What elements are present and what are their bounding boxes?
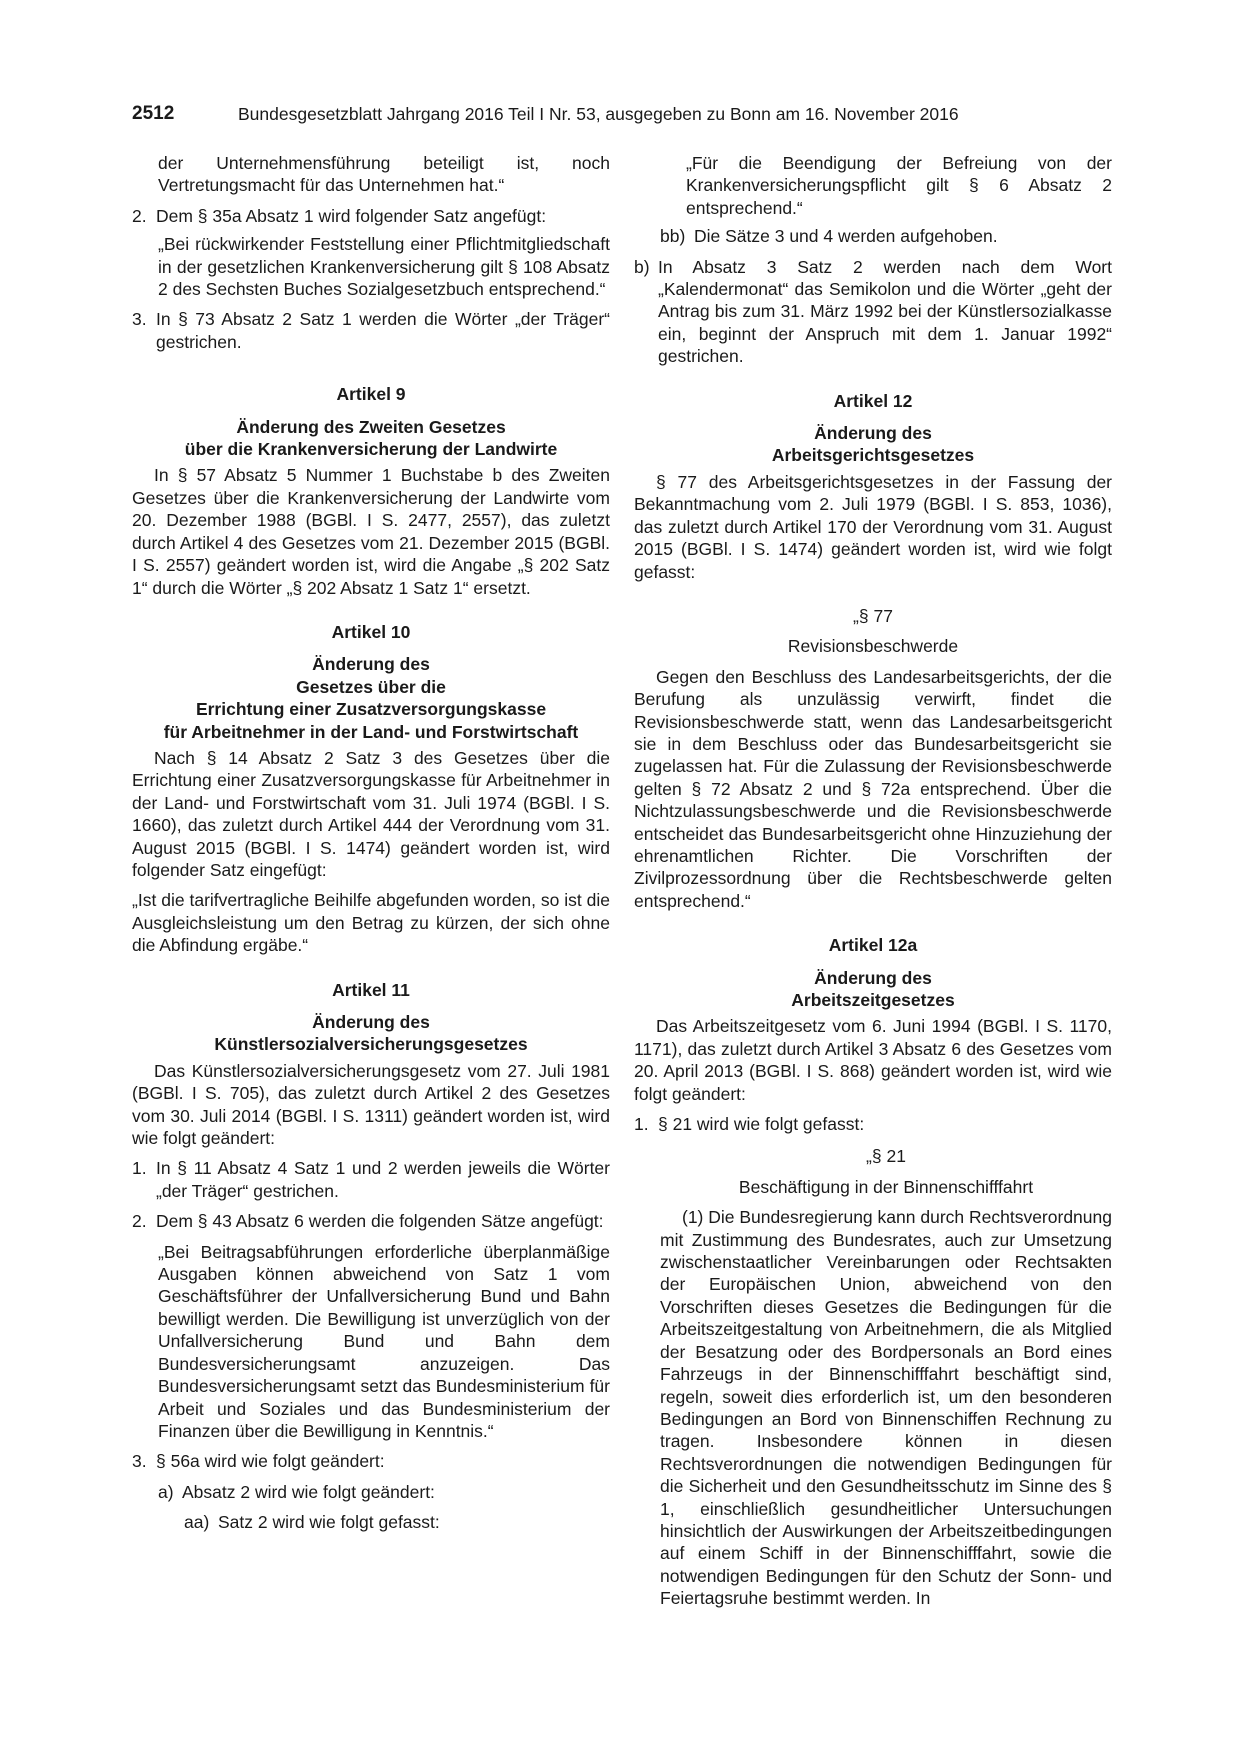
list-marker: 3.: [132, 309, 147, 330]
paragraph-body: (1) Die Bundesregierung kann durch Rechtsverordnung mit Zustimmung des Bundesrates, auch zur Umsetzung zwischenstaatlicher Vereinbarungen oder Rechtsakten der Europäischen Union, abweichend von den Vorschriften dieses Gesetzes die Bedingungen für die Arbeitszeitgestaltung von Arbeitnehmern, die als Mitglied der Besatzung oder des Bordpersonals an Bord eines Fahrzeugs in der Binnenschifffahrt beschäftigt sind, regeln, soweit dies erforderlich ist, um den besonderen Bedingungen an Bord von Binnenschiffen Rechnung zu tragen. Insbesondere können in diesen Rechtsverordnungen die notwendigen Bedingungen für die Sicherheit und den Gesundheitsschutz im Sinne des § 1, einschließlich gesundheitlicher Untersuchungen hinsichtlich der Auswirkungen der Arbeitszeitbedingungen auf einem Schiff in der Binnenschifffahrt, sowie die notwendigen Bedingungen für den Schutz der Sonn- und Feiertagsruhe bestimmt werden. In: [660, 1207, 1112, 1609]
list-item: [132, 1157, 610, 1202]
quoted-text: „Bei rückwirkender Feststellung einer Pflichtmitgliedschaft in der gesetzlichen Krankenversicherung gilt § 108 Absatz 2 des Sechsten Buches Sozialgesetzbuch entsprechend.“: [158, 234, 610, 300]
article-heading: Artikel 12: [833, 390, 913, 411]
paragraph-title: Revisionsbeschwerde: [787, 636, 959, 657]
list-marker: b): [634, 256, 650, 277]
article-heading: Artikel 12a: [828, 935, 918, 956]
article-heading: Artikel 9: [336, 384, 406, 405]
right-column: [634, 152, 1112, 1610]
list-text: Die Sätze 3 und 4 werden aufgehoben.: [694, 226, 998, 247]
list-item: [132, 1511, 610, 1533]
article-title-line: Änderung des: [312, 1012, 430, 1032]
list-marker: 3.: [132, 1451, 147, 1472]
article-title-line: Errichtung einer Zusatzversorgungskasse: [195, 699, 547, 720]
paragraph-number: „§ 21: [866, 1146, 906, 1167]
article-title-line: Arbeitsgerichtsgesetzes: [771, 445, 975, 466]
paragraph-title: Beschäftigung in der Binnenschifffahrt: [738, 1176, 1034, 1197]
article-title-line: Arbeitszeitgesetzes: [791, 990, 955, 1010]
article-title-line: Änderung des: [814, 423, 932, 444]
article-title-line: für Arbeitnehmer in der Land- und Forstwirtschaft: [163, 721, 579, 742]
list-marker: 2.: [132, 1211, 147, 1232]
list-marker: 2.: [132, 205, 147, 226]
article-body: In § 57 Absatz 5 Nummer 1 Buchstabe b des Zweiten Gesetzes über die Krankenversicherung der Landwirte vom 20. Dezember 1988 (BGBl. I S. 2477, 2557), das zuletzt durch Artikel 4 des Gesetzes vom 21. Dezember 2015 (BGBl. I S. 2557) geändert worden ist, wird die Angabe „§ 202 Satz 1“ durch die Wörter „§ 202 Absatz 1 Satz 1“ ersetzt.: [132, 465, 610, 598]
list-item: [634, 256, 1112, 368]
article-heading: Artikel 10: [331, 621, 411, 642]
list-text: In § 11 Absatz 4 Satz 1 und 2 werden jeweils die Wörter „der Träger“ gestrichen.: [156, 1158, 610, 1201]
list-item: [132, 308, 610, 353]
list-text: Absatz 2 wird wie folgt geändert:: [182, 1481, 435, 1502]
page-header: [132, 101, 1112, 127]
list-item: [132, 1481, 610, 1503]
list-item: [634, 1113, 1112, 1135]
paragraph-number: „§ 77: [853, 605, 893, 626]
list-text: Dem § 43 Absatz 6 werden die folgenden Sätze angefügt:: [156, 1211, 604, 1232]
list-item: [132, 1450, 610, 1472]
list-marker: 1.: [634, 1114, 649, 1135]
article-body: § 77 des Arbeitsgerichtsgesetzes in der Fassung der Bekanntmachung vom 2. Juli 1979 (BGBl. I S. 853, 1036), das zuletzt durch Artikel 170 der Verordnung vom 31. August 2015 (BGBl. I S. 1474) geändert worden ist, wird wie folgt gefasst:: [634, 471, 1112, 582]
list-item: [132, 205, 610, 227]
list-text: § 56a wird wie folgt geändert:: [156, 1451, 385, 1472]
paragraph-body: Gegen den Beschluss des Landesarbeitsgerichts, der die Berufung als unzulässig verwirft, findet die Revisionsbeschwerde statt, wenn das Landesarbeitsgericht sie in dem Beschluss oder das Bundesarbeitsgericht sie zugelassen hat. Für die Zulassung der Revisionsbeschwerde gelten § 72 Absatz 2 und § 72a entsprechend. Über die Nichtzulassungsbeschwerde und die Revisionsbeschwerde entscheidet das Bundesarbeitsgericht ohne Hinzuziehung der ehrenamtlichen Richter. Die Vorschriften der Zivilprozessordnung über die Rechtsbeschwerde gelten entsprechend.“: [634, 666, 1112, 911]
quoted-text: „Bei Beitragsabführungen erforderliche überplanmäßige Ausgaben können abweichend von Satz 1 vom Geschäftsführer der Unfallversicherung Bund und Bahn bewilligt werden. Die Bewilligung ist unverzüglich von der Unfallversicherung Bund und Bahn dem Bundesversicherungsamt anzuzeigen. Das Bundesversicherungsamt setzt das Bundesministerium für Arbeit und Soziales und das Bundesministerium der Finanzen über die Bewilligung in Kenntnis.“: [158, 1241, 610, 1441]
article-title-line: über die Krankenversicherung der Landwirte: [184, 439, 558, 460]
list-item: [132, 1210, 610, 1232]
article-title-line: Änderung des: [312, 654, 430, 675]
list-text: Dem § 35a Absatz 1 wird folgender Satz angefügt:: [156, 205, 547, 226]
list-marker: a): [158, 1481, 174, 1502]
page-number: 2512: [132, 103, 175, 124]
list-text: In § 73 Absatz 2 Satz 1 werden die Wörter „der Träger“ gestrichen.: [156, 309, 610, 352]
list-marker: aa): [184, 1512, 210, 1533]
article-body: Das Künstlersozialversicherungsgesetz vom 27. Juli 1981 (BGBl. I S. 705), das zuletzt durch Artikel 2 des Gesetzes vom 30. Juli 2014 (BGBl. I S. 1311) geändert worden ist, wird wie folgt geändert:: [132, 1060, 610, 1149]
article-body: Das Arbeitszeitgesetz vom 6. Juni 1994 (BGBl. I S. 1170, 1171), das zuletzt durch Artikel 3 Absatz 6 des Gesetzes vom 20. April 2013 (BGBl. I S. 868) geändert worden ist, wird wie folgt geändert:: [634, 1016, 1112, 1104]
left-column: [132, 152, 610, 1534]
list-item: [634, 225, 1112, 247]
article-title: [132, 653, 610, 743]
article-title-line: Künstlersozialversicherungsgesetzes: [214, 1034, 528, 1055]
article-title: [634, 967, 1112, 1012]
article-heading: Artikel 11: [332, 979, 410, 1000]
article-title-line: Änderung des Zweiten Gesetzes: [236, 416, 506, 437]
article-title: [634, 422, 1112, 467]
running-title: Bundesgesetzblatt Jahrgang 2016 Teil I Nr. 53, ausgegeben zu Bonn am 16. November 2016: [238, 104, 959, 124]
quoted-text: „Für die Beendigung der Befreiung von der Krankenversicherungspflicht gilt § 6 Absatz 2 entsprechend.“: [686, 153, 1112, 218]
list-marker: bb): [660, 226, 686, 247]
list-text: Satz 2 wird wie folgt gefasst:: [218, 1512, 440, 1533]
list-marker: 1.: [132, 1158, 147, 1179]
continued-text: der Unternehmensführung beteiligt ist, noch Vertretungsmacht für das Unternehmen hat.“: [158, 153, 610, 196]
article-title-line: Gesetzes über die: [296, 676, 446, 697]
article-title: [132, 1011, 610, 1056]
list-text: § 21 wird wie folgt gefasst:: [658, 1114, 865, 1135]
quoted-text: „Ist die tarifvertragliche Beihilfe abgefunden worden, so ist die Ausgleichsleistung um den Betrag zu kürzen, der sich ohne die Abfindung ergäbe.“: [132, 890, 610, 956]
list-text: In Absatz 3 Satz 2 werden nach dem Wort „Kalendermonat“ das Semikolon und die Wörter „geht der Antrag bis zum 31. März 1992 bei der Künstlersozialkasse ein, beginnt der Anspruch mit dem 1. Januar 1992“ gestrichen.: [658, 256, 1112, 367]
article-body: Nach § 14 Absatz 2 Satz 3 des Gesetzes über die Errichtung einer Zusatzversorgungskasse für Arbeitnehmer in der Land- und Forstwirtschaft vom 31. Juli 1974 (BGBl. I S. 1660), das zuletzt durch Artikel 444 der Verordnung vom 31. August 2015 (BGBl. I S. 1474) geändert worden ist, wird folgender Satz eingefügt:: [132, 747, 610, 880]
article-title-line: Änderung des: [814, 967, 932, 988]
article-title: [132, 416, 610, 461]
